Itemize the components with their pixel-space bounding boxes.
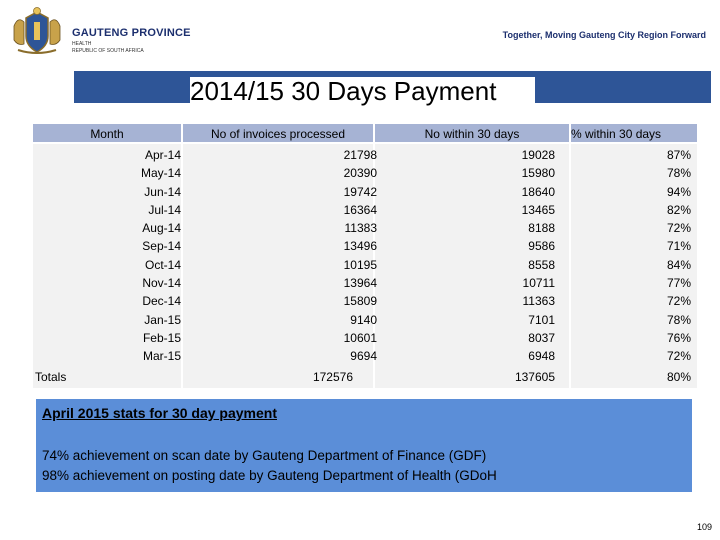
totals-within-30: 137605 [514,370,555,384]
stats-line-gdf: 74% achievement on scan date by Gauteng Department of Finance (GDF) [42,448,487,463]
cell-month: Sep-14 [142,239,181,254]
cell-invoices: 10601 [343,330,377,345]
header [0,0,720,62]
totals-pct: 80% [666,370,691,384]
table-row [33,164,697,182]
cell-within-30: 10711 [522,276,555,291]
stats-line-gdoh: 98% achievement on posting date by Gauteng Department of Health (GDoH [42,468,497,483]
totals-pct-cell [571,364,697,388]
brand-name: GAUTENG PROVINCE [72,27,191,39]
cell-invoices: 16364 [343,202,377,217]
cell-invoices: 10195 [343,257,377,272]
cell-invoices: 20390 [343,166,377,181]
table-row [33,292,697,310]
cell-invoices: 13496 [343,239,377,254]
stats-box [36,399,692,492]
cell-month: Feb-15 [142,330,181,345]
page-number: 109 [696,522,712,532]
table-row [33,311,697,329]
cell-invoices: 19742 [343,184,377,199]
cell-month: Jan-15 [144,312,181,327]
cell-invoices: 13964 [343,276,377,291]
cell-invoices: 11383 [344,221,377,236]
cell-within-30: 11363 [522,294,555,309]
cell-pct: 71% [666,239,691,254]
totals-invoices-cell [183,364,373,388]
totals-row [33,364,697,388]
cell-pct: 82% [666,202,691,217]
cell-pct: 72% [666,221,691,236]
brand-logo-text [72,27,191,54]
cell-month: May-14 [140,166,181,181]
cell-pct: 84% [666,257,691,272]
cell-invoices: 9694 [350,349,377,364]
cell-within-30: 8188 [528,221,555,236]
cell-pct: 76% [666,330,691,345]
table-row [33,329,697,347]
cell-invoices: 15809 [343,294,377,309]
tagline: Together, Moving Gauteng City Region Forward [502,30,706,40]
coat-of-arms-icon [8,6,66,56]
table-row [33,237,697,255]
totals-label-cell [33,364,181,388]
cell-month: Aug-14 [142,221,181,236]
cell-invoices: 9140 [350,312,377,327]
cell-pct: 78% [666,312,691,327]
cell-invoices: 21798 [343,148,377,162]
page-title: 2014/15 30 Days Payment [190,77,535,105]
table-row [33,274,697,292]
cell-month: Nov-14 [142,276,181,291]
totals-within-30-cell [375,364,569,388]
header-month: Month [33,124,181,142]
brand-sub-republic: REPUBLIC OF SOUTH AFRICA [72,48,144,54]
cell-month: Jun-14 [144,184,181,199]
header-within-30: No within 30 days [375,124,569,142]
table-row [33,146,697,164]
cell-within-30: 15980 [521,166,555,181]
cell-within-30: 6948 [528,349,555,364]
cell-pct: 87% [666,148,691,162]
stats-title: April 2015 stats for 30 day payment [42,405,277,421]
totals-label: Totals [35,370,67,384]
cell-within-30: 7101 [528,312,555,327]
cell-pct: 72% [666,349,691,364]
cell-within-30: 18640 [521,184,555,199]
cell-within-30: 9586 [528,239,555,254]
cell-pct: 77% [666,276,691,291]
table-row [33,219,697,237]
payment-table [33,124,697,386]
totals-invoices: 172576 [312,370,353,384]
cell-month: Apr-14 [144,148,181,162]
table-row [33,347,697,365]
table-row [33,201,697,219]
cell-month: Jul-14 [148,202,181,217]
table-row [33,256,697,274]
header-pct: % within 30 days [571,124,697,142]
cell-pct: 72% [666,294,691,309]
brand-sub-health: HEALTH [72,41,92,47]
cell-month: Mar-15 [142,349,181,364]
cell-pct: 78% [666,166,691,181]
cell-within-30: 13465 [521,202,555,217]
cell-within-30: 8558 [528,257,555,272]
cell-pct: 94% [666,184,691,199]
cell-within-30: 8037 [528,330,555,345]
cell-within-30: 19028 [521,148,555,162]
cell-month: Dec-14 [142,294,181,309]
header-invoices: No of invoices processed [183,124,373,142]
cell-month: Oct-14 [144,257,181,272]
table-body [33,146,697,366]
table-row [33,183,697,201]
